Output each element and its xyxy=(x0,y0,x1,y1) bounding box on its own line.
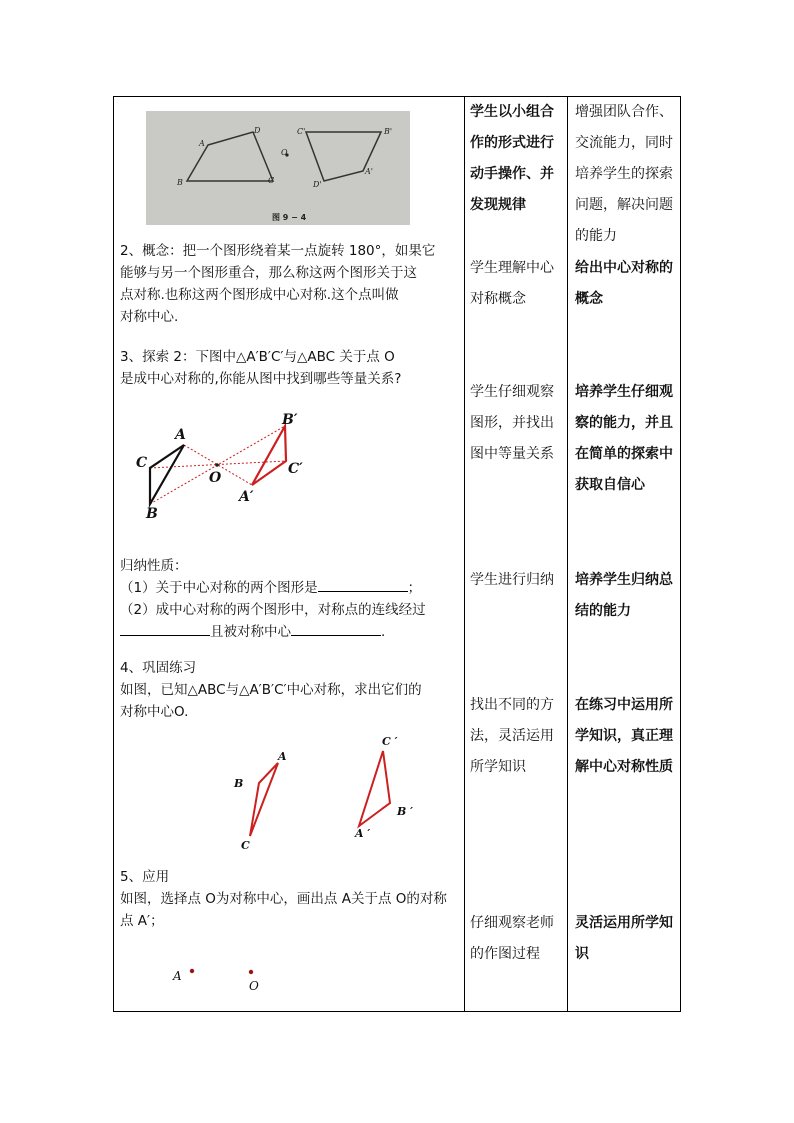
answer-blank[interactable] xyxy=(318,577,408,592)
practice-line: 对称中心O. xyxy=(120,704,189,720)
design-intent-4: 培养学生归纳总 结的能力 xyxy=(575,572,673,619)
property-item-3 xyxy=(120,621,426,643)
property-item-1 xyxy=(120,577,426,599)
label-o: O xyxy=(249,979,259,993)
point-o xyxy=(249,970,253,974)
property-text: . xyxy=(381,624,386,640)
label-a: A xyxy=(199,139,205,148)
label-d2: D' xyxy=(313,180,322,189)
label-o: O xyxy=(281,148,288,157)
label-c: C xyxy=(241,839,250,852)
column-divider-2 xyxy=(567,97,568,1011)
design-intent-1: 增强团队合作、 交流能力，同时 培养学生的探索 问题，解决问题 的能力 xyxy=(575,104,673,244)
label-a: A xyxy=(278,750,287,763)
label-b: B xyxy=(234,777,244,790)
triangle-symmetry-figure xyxy=(130,405,320,525)
property-text: 且被对称中心 xyxy=(210,624,291,640)
properties-section xyxy=(120,555,426,643)
point-a xyxy=(190,969,194,973)
label-b2: B ′ xyxy=(397,805,414,818)
label-b2: B' xyxy=(384,127,393,136)
practice-triangles-figure xyxy=(225,732,425,857)
label-d: D xyxy=(254,126,261,135)
practice-heading: 4、巩固练习 xyxy=(120,660,197,676)
label-b: B xyxy=(177,178,183,187)
explore-line: 是成中心对称的,你能从图中找到哪些等量关系? xyxy=(120,371,402,387)
figure-9-4-drawing xyxy=(146,111,410,225)
label-a: A xyxy=(173,969,182,983)
center-o xyxy=(215,463,219,467)
apply-line: 如图，选择点 O为对称中心，画出点 A关于点 O的对称 xyxy=(120,891,447,907)
student-activity-6: 仔细观察老师 的作图过程 xyxy=(470,915,554,962)
column-divider-1 xyxy=(464,97,465,1011)
label-c: C xyxy=(136,455,148,471)
triangle-a2b2c2-practice xyxy=(359,751,390,826)
explore-paragraph xyxy=(120,346,401,390)
explore-line: 3、探索 2：下图中△A′B′C′与△ABC 关于点 O xyxy=(120,349,395,365)
student-activity-5: 找出不同的方 法，灵活运用 所学知识 xyxy=(470,697,554,775)
student-activity-4: 学生进行归纳 xyxy=(470,572,554,588)
student-activity-1: 学生以小组合 作的形式进行 动手操作、并 发现规律 xyxy=(470,104,554,213)
apply-line: 点 A′； xyxy=(120,913,164,929)
concept-paragraph xyxy=(120,240,435,328)
figure-caption: 图 9 − 4 xyxy=(272,213,307,222)
design-intent-6: 灵活运用所学知 识 xyxy=(575,915,673,962)
student-activity-2: 学生理解中心 对称概念 xyxy=(470,260,554,307)
label-b2: B′ xyxy=(282,412,298,428)
apply-heading: 5、应用 xyxy=(120,869,170,885)
properties-heading: 归纳性质： xyxy=(120,558,188,574)
student-activity-3: 学生仔细观察 图形，并找出 图中等量关系 xyxy=(470,384,554,462)
design-intent-5: 在练习中运用所 学知识，真正理 解中心对称性质 xyxy=(575,697,673,775)
practice-line: 如图，已知△ABC与△A′B′C′中心对称，求出它们的 xyxy=(120,682,422,698)
design-intent-2: 给出中心对称的 概念 xyxy=(575,260,673,307)
label-a2: A ′ xyxy=(355,827,371,840)
property-text: （1）关于中心对称的两个图形是 xyxy=(120,580,318,596)
label-a2: A' xyxy=(365,167,373,176)
figure-9-4-photo xyxy=(146,111,410,225)
label-c: C xyxy=(268,176,275,185)
practice-section xyxy=(120,657,422,723)
property-text: ； xyxy=(407,580,422,596)
concept-line: 能够与另一个图形重合，那么称这两个图形关于这 xyxy=(120,265,417,281)
label-a2: A′ xyxy=(239,489,254,505)
triangle-abc xyxy=(150,445,184,504)
answer-blank[interactable] xyxy=(291,621,381,636)
label-c2: C′ xyxy=(288,461,303,477)
triangle-abc-practice xyxy=(250,763,278,836)
concept-line: 2、概念：把一个图形绕着某一点旋转 180°，如果它 xyxy=(120,243,436,259)
answer-blank[interactable] xyxy=(120,621,210,636)
property-item-2: （2）成中心对称的两个图形中，对称点的连线经过 xyxy=(120,602,426,618)
label-c2: C ′ xyxy=(382,735,398,748)
apply-points-figure xyxy=(165,960,275,995)
design-intent-3: 培养学生仔细观 察的能力，并且 在简单的探索中 获取自信心 xyxy=(575,384,673,493)
label-a: A xyxy=(175,427,186,443)
label-c2: C' xyxy=(297,127,306,136)
concept-line: 点对称.也称这两个图形成中心对称.这个点叫做 xyxy=(120,287,399,303)
apply-section xyxy=(120,866,447,932)
concept-line: 对称中心. xyxy=(120,309,179,325)
label-o: O xyxy=(209,470,222,486)
label-b: B xyxy=(146,506,158,522)
